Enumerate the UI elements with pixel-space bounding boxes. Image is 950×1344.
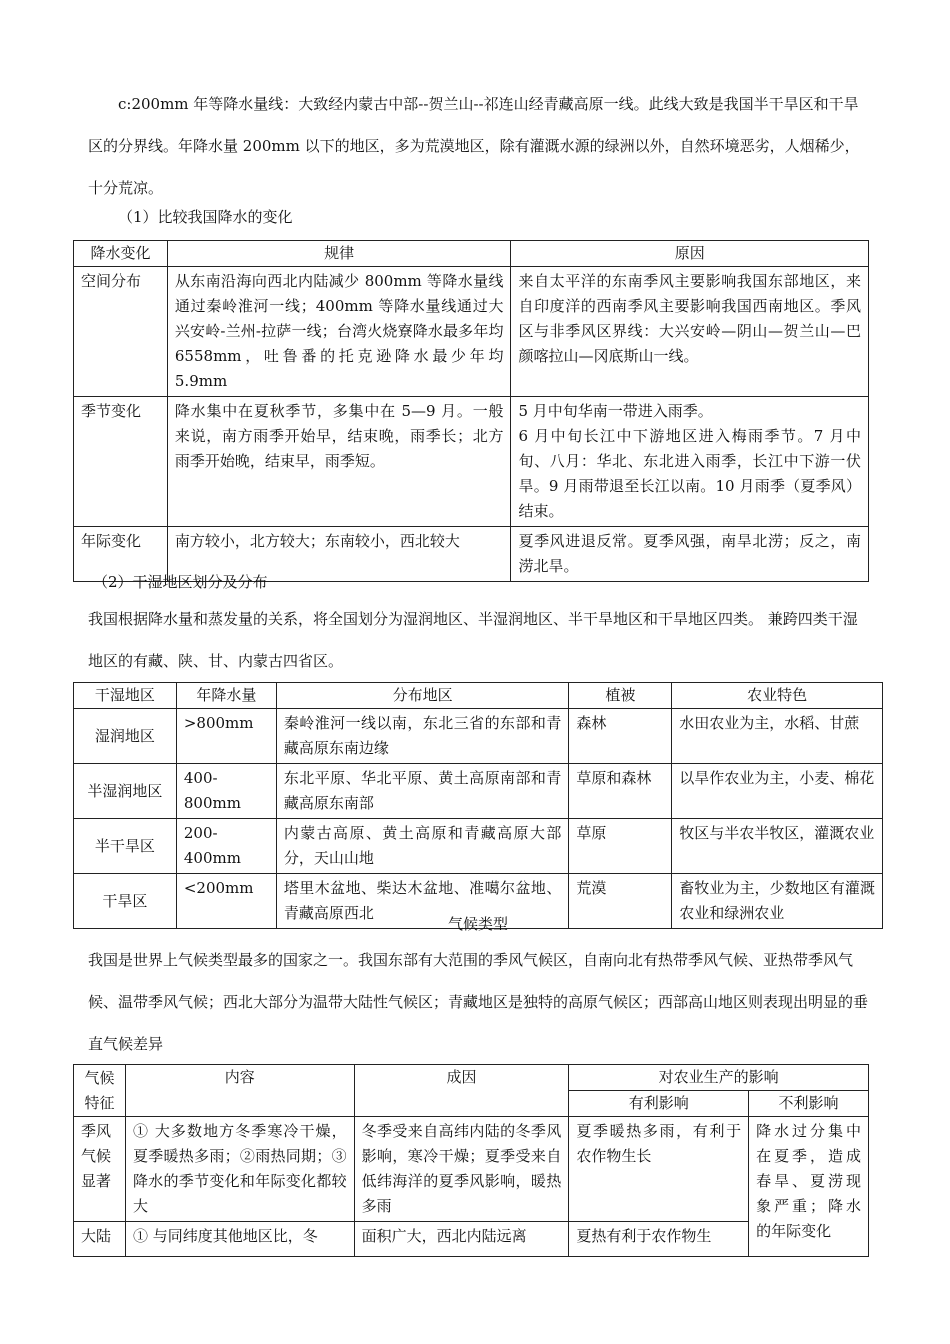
rainfall-cell: >800mm — [176, 709, 276, 764]
region-name: 半干旱区 — [74, 819, 177, 874]
climate-paragraph: 我国是世界上气候类型最多的国家之一。我国东部有大范围的季风气候区，自南向北有热带季风气候、亚热带季风气候、温带季风气候；西北大部分为温带大陆性气候区；青藏地区是独特的高原气候区；西部高山地区则表现出明显的垂直气候差异 — [88, 951, 869, 1053]
column-header: 成因 — [354, 1065, 569, 1117]
section-title-climate: 气候类型 — [448, 915, 509, 933]
table-header-row — [74, 241, 869, 267]
table-row — [74, 267, 869, 397]
rainfall-cell: 400-800mm — [176, 764, 276, 819]
rule-cell: 降水集中在夏秋季节，多集中在 5—9 月。一般来说，南方雨季开始早，结束晚，雨季长；北方雨季开始晚，结束早，雨季短。 — [167, 397, 511, 527]
dry-wet-region-table — [73, 682, 883, 929]
reason-line: 6 月中旬长江中下游地区进入梅雨季节。7 月中旬、八月：华北、东北进入雨季，长江中下游一伏旱。9 月雨带退至长江以南。10 月雨季（夏季风）结束。 — [518, 427, 861, 520]
vegetation-cell: 草原 — [569, 819, 672, 874]
rule-cell: 南方较小，北方较大；东南较小，西北较大 — [167, 527, 511, 582]
rainfall-cell: <200mm — [176, 874, 276, 929]
reason-line: 5 月中旬华南一带进入雨季。 — [518, 402, 713, 420]
row-label: 季节变化 — [74, 397, 168, 527]
table-row — [74, 709, 883, 764]
good-impact-cell: 夏季暖热多雨，有利于农作物生长 — [569, 1117, 749, 1222]
precipitation-change-table — [73, 240, 869, 582]
column-header: 降水变化 — [74, 241, 168, 267]
column-header: 内容 — [125, 1065, 354, 1117]
rule-cell: 从东南沿海向西北内陆减少 800mm 等降水量线通过秦岭淮河一线；400mm 等降水量线通过大兴安岭-兰州-拉萨一线；台湾火烧寮降水最多年均 6558mm，吐鲁番的托克逊降水最少年均 5.9mm — [167, 267, 511, 397]
distribution-cell: 内蒙古高原、黄土高原和青藏高原大部分，天山山地 — [276, 819, 569, 874]
column-header: 气候特征 — [74, 1065, 126, 1117]
agriculture-cell: 牧区与半农半牧区，灌溉农业 — [672, 819, 883, 874]
cause-cell: 面积广大，西北内陆远离 — [354, 1222, 569, 1257]
agriculture-cell: 水田农业为主，水稻、甘蔗 — [672, 709, 883, 764]
region-name: 干旱区 — [74, 874, 177, 929]
table-row — [74, 819, 883, 874]
content-cell: ① 与同纬度其他地区比，冬 — [125, 1222, 354, 1257]
distribution-cell: 东北平原、华北平原、黄土高原南部和青藏高原东南部 — [276, 764, 569, 819]
reason-cell: 夏季风进退反常。夏季风强，南旱北涝；反之，南涝北旱。 — [511, 527, 869, 582]
distribution-cell: 塔里木盆地、柴达木盆地、准噶尔盆地、青藏高原西北 — [276, 874, 569, 929]
table-row — [74, 764, 883, 819]
row-label: 年际变化 — [74, 527, 168, 582]
vegetation-cell: 森林 — [569, 709, 672, 764]
column-header: 年降水量 — [176, 683, 276, 709]
table-header-row — [74, 1065, 869, 1091]
dry-wet-paragraph: 我国根据降水量和蒸发量的关系，将全国划分为湿润地区、半湿润地区、半干旱地区和干旱地区四类。 兼跨四类干湿地区的有藏、陕、甘、内蒙古四省区。 — [88, 610, 858, 670]
agriculture-cell: 畜牧业为主，少数地区有灌溉农业和绿洲农业 — [672, 874, 883, 929]
table-header-row — [74, 683, 883, 709]
row-label: 季风气候显著 — [74, 1117, 126, 1222]
reason-cell: 来自太平洋的东南季风主要影响我国东部地区，来自印度洋的西南季风主要影响我国西南地区。季风区与非季风区界线：大兴安岭—阴山—贺兰山—巴颜喀拉山—冈底斯山一线。 — [511, 267, 869, 397]
column-header: 对农业生产的影响 — [569, 1065, 869, 1091]
column-header: 原因 — [511, 241, 869, 267]
good-impact-cell: 夏热有利于农作物生 — [569, 1222, 749, 1257]
column-header: 有利影响 — [569, 1091, 749, 1117]
vegetation-cell: 荒漠 — [569, 874, 672, 929]
column-header: 分布地区 — [276, 683, 569, 709]
bad-impact-cell: 降水过分集中在夏季，造成春旱、夏涝现象严重；降水的年际变化 — [749, 1117, 869, 1257]
column-header: 农业特色 — [672, 683, 883, 709]
agriculture-cell: 以旱作农业为主，小麦、棉花 — [672, 764, 883, 819]
cause-cell: 冬季受来自高纬内陆的冬季风影响，寒冷干燥；夏季受来自低纬海洋的夏季风影响，暖热多雨 — [354, 1117, 569, 1222]
column-header: 规律 — [167, 241, 511, 267]
reason-cell — [511, 397, 869, 527]
region-name: 湿润地区 — [74, 709, 177, 764]
intro-paragraph: c:200mm 年等降水量线：大致经内蒙古中部--贺兰山--祁连山经青藏高原一线。此线大致是我国半干旱区和干旱区的分界线。年降水量 200mm 以下的地区，多为荒漠地区，除有灌溉水源的绿洲以外，自然环境恶劣，人烟稀少，十分荒凉。 — [88, 95, 860, 197]
section-heading-2: （2）干湿地区划分及分布 — [93, 573, 268, 591]
vegetation-cell: 草原和森林 — [569, 764, 672, 819]
rainfall-cell: 200-400mm — [176, 819, 276, 874]
content-cell: ① 大多数地方冬季寒冷干燥，夏季暖热多雨；②雨热同期；③降水的季节变化和年际变化都较大 — [125, 1117, 354, 1222]
region-name: 半湿润地区 — [74, 764, 177, 819]
section-heading-1: （1）比较我国降水的变化 — [118, 208, 293, 226]
row-label: 大陆 — [74, 1222, 126, 1257]
column-header: 不利影响 — [749, 1091, 869, 1117]
distribution-cell: 秦岭淮河一线以南，东北三省的东部和青藏高原东南边缘 — [276, 709, 569, 764]
climate-feature-table — [73, 1064, 869, 1257]
row-label: 空间分布 — [74, 267, 168, 397]
table-row — [74, 1117, 869, 1222]
table-row — [74, 397, 869, 527]
column-header: 植被 — [569, 683, 672, 709]
column-header: 干湿地区 — [74, 683, 177, 709]
